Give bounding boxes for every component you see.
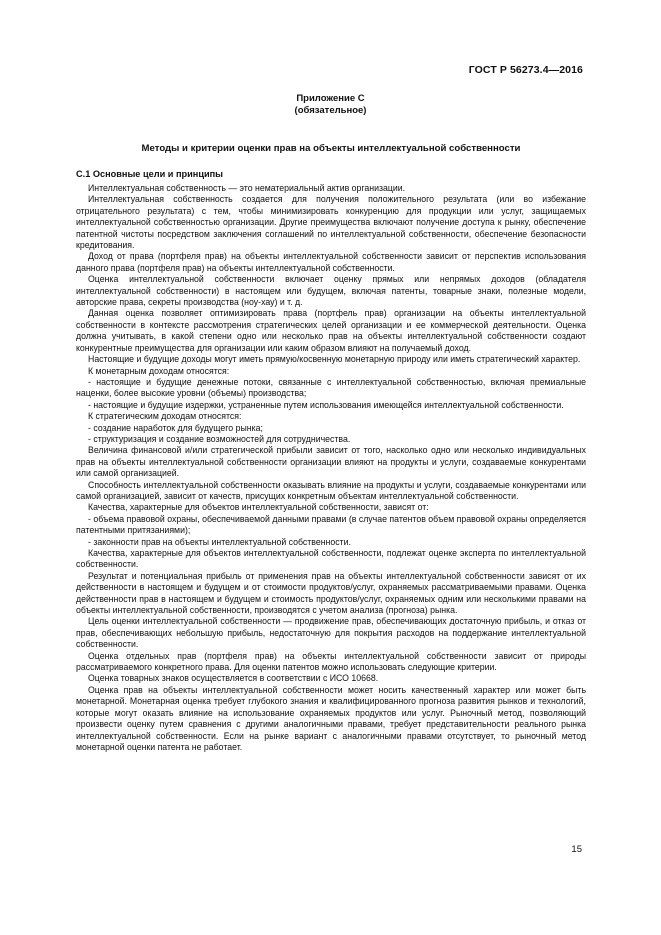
standard-code: ГОСТ Р 56273.4—2016 (468, 64, 583, 76)
paragraph: Интеллектуальная собственность — это нематериальный актив организации. (88, 183, 406, 193)
list-item: - настоящие и будущие издержки, устраненные путем использования имеющейся интеллектуальной собственности. (88, 399, 564, 410)
paragraph: Способность интеллектуальной собственности оказывать влияние на продукты и услуги, создаваемые конкурентами или самой организацией, зависит от качеств, присущих конкретным объектам интеллектуальной собственности. (76, 479, 586, 501)
paragraph: Оценка отдельных прав (портфеля прав) на объекты интеллектуальной собственности зависит от природы рассматриваемого конкретного права. Для оценки патентов можно использовать следующие критерии. (76, 650, 586, 673)
paragraph: Данная оценка позволяет оптимизировать права (портфель прав) организации на объекты интеллектуальной собственности в контексте рассмотрения стратегических целей организации и ее коммерческой деятельности. Оценка должна учитывать, в какой степени одно или несколько прав на объекты интеллектуальной собственности создают конкурентные преимущества для организации или каким образом влияют на получаемый доход. (76, 308, 586, 353)
paragraph: Цель оценки интеллектуальной собственности — продвижение прав, обеспечивающих достаточную прибыль, и отказ от прав, обеспечивающих небольшую прибыль, недостаточную для покрытия расходов на поддержание интеллектуальной собственности. (76, 616, 586, 650)
paragraph: Интеллектуальная собственность создается для получения положительного результата (или во избежание отрицательного результата) с тем, чтобы минимизировать конкуренцию для продукции или услуг, защищаемых интеллектуальной собственностью организации. Другие преимущества включают получение доступа к рынку, обеспечение патентной чистоты посредством заключения соглашений по интеллектуальной собственности, обеспечение безопасности кредитования. (76, 194, 586, 251)
list-item: - настоящие и будущие денежные потоки, связанные с интеллектуальной собственностью, включая премиальные наценки, более высокие уровни (объемы) производства; (76, 376, 586, 399)
paragraph: Оценка интеллектуальной собственности включает оценку прямых или непрямых доходов (обладателя интеллектуальной собственности) в настоящем или будущем, включая патенты, товарные знаки, полезные модели, авторские права, секреты производства (ноу-хау) и т. д. (76, 274, 586, 308)
list-item: - структуризация и создание возможностей для сотрудничества. (88, 433, 351, 444)
paragraph: Оценка товарных знаков осуществляется в соответствии с ИСО 10668. (88, 673, 379, 684)
list-item: - создание наработок для будущего рынка; (88, 422, 263, 433)
paragraph: Оценка прав на объекты интеллектуальной собственности может носить качественный характер или может быть монетарной. Монетарная оценка требует глубокого знания и квалифицированного прогноза развития рынков и технологий, которые могут оказать влияние на использование охраняемых продуктов или услуг. Рыночный метод, позволяющий произвести оценку путем сравнения с другими аналогичными правами, требует представительности реального рынка интеллектуальной собственности. Если на рынке вариант с аналогичными правами отсутствует, то рыночный метод монетарной оценки патента не работает. (76, 684, 586, 752)
paragraph: Качества, характерные для объектов интеллектуальной собственности, подлежат оценке эксперта по интеллектуальной собственности. (76, 548, 586, 570)
page-number: 15 (571, 844, 582, 855)
appendix-heading (0, 93, 661, 116)
list-item: - объема правовой охраны, обеспечиваемой данными правами (в случае патентов объем правовой охраны определяется патентными притязаниями); (76, 513, 586, 536)
appendix-title: Приложение С (296, 93, 365, 104)
paragraph: К стратегическим доходам относятся: (88, 411, 242, 422)
paragraph: Доход от права (портфеля прав) на объекты интеллектуальной собственности зависит от перспектив использования данного права (портфеля прав) на объекты интеллектуальной собственности. (76, 251, 586, 273)
paragraph: Результат и потенциальная прибыль от применения прав на объекты интеллектуальной собственности зависят от их действенности в настоящем и будущем и от стоимости продуктов/услуг, охраняемых рассматриваемыми правами. Оценка действенности прав в настоящем и будущем и стоимость продуктов/услуг, охраняемых одним или несколькими правами на объекты интеллектуальной собственности, производятся с учетом анализа (прогноза) рынка. (76, 570, 586, 616)
paragraph: Качества, характерные для объектов интеллектуальной собственности, зависят от: (88, 502, 429, 513)
appendix-status: (обязательное) (294, 104, 367, 116)
paragraph: Настоящие и будущие доходы могут иметь прямую/косвенную монетарную природу или иметь стратегический характер. (88, 354, 581, 365)
page-title: Методы и критерии оценки прав на объекты интеллектуальной собственности (141, 143, 521, 154)
list-item: - законности прав на объекты интеллектуальной собственности. (88, 536, 351, 547)
body-text (76, 183, 586, 753)
section-heading: С.1 Основные цели и принципы (76, 169, 224, 179)
paragraph: Величина финансовой и/или стратегической прибыли зависит от того, насколько одно или несколько индивидуальных прав на объекты интеллектуальной собственности организации влияют на продукты и услуги, создаваемые конкурентами или самой организацией. (76, 445, 586, 479)
paragraph: К монетарным доходам относятся: (88, 365, 230, 376)
